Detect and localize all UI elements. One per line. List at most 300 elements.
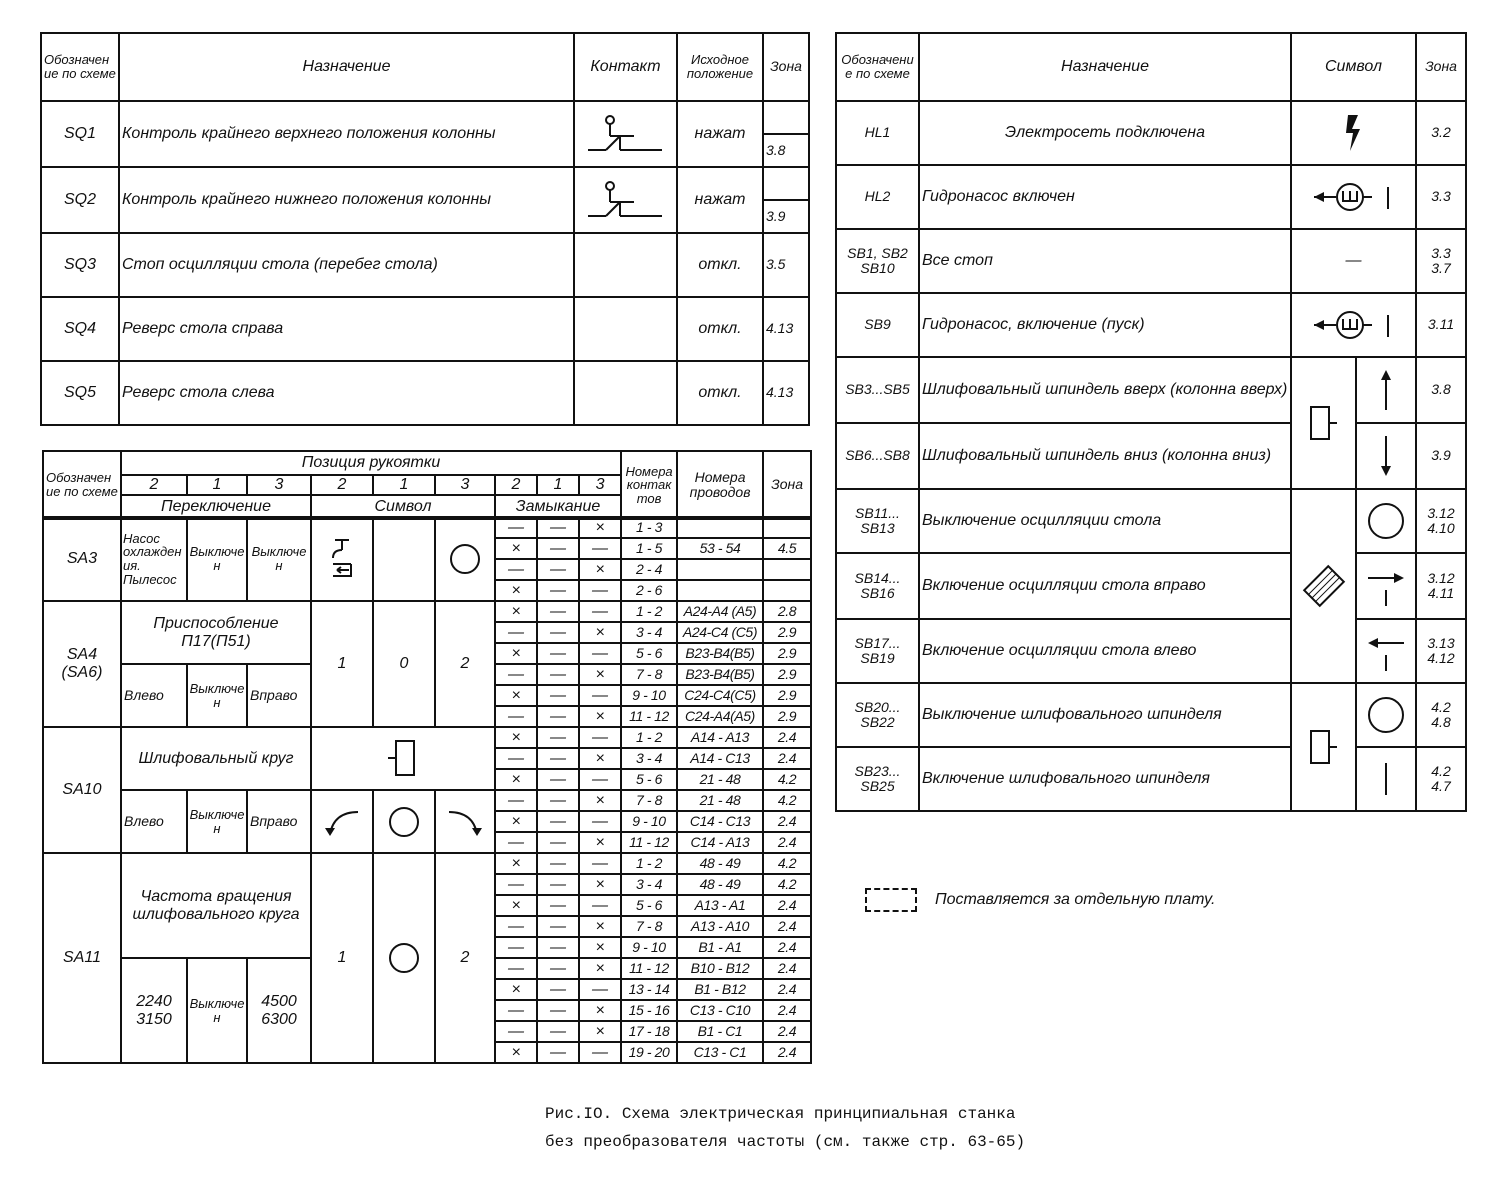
contact-numbers: 11 - 12 bbox=[621, 706, 677, 727]
zone: 2.4 bbox=[763, 1021, 811, 1042]
zone: 3.8 bbox=[1416, 357, 1466, 423]
contact-numbers: 11 - 12 bbox=[621, 832, 677, 853]
table-row bbox=[495, 601, 811, 622]
closing-pos-3: — bbox=[579, 1042, 621, 1063]
designation: SQ2 bbox=[41, 167, 119, 233]
table-row bbox=[41, 101, 809, 134]
initial-state: нажат bbox=[677, 167, 763, 233]
table-row bbox=[495, 1000, 811, 1021]
zone: 4.2 bbox=[763, 769, 811, 790]
closing-pos-1: — bbox=[537, 601, 579, 622]
closing-pos-3: — bbox=[579, 727, 621, 748]
zone: 2.9 bbox=[763, 622, 811, 643]
wire-numbers: C14 - C13 bbox=[677, 811, 763, 832]
zone: 4.2 bbox=[763, 790, 811, 811]
contact-numbers: 5 - 6 bbox=[621, 643, 677, 664]
zone: 3.13 4.12 bbox=[1416, 619, 1466, 683]
table-row bbox=[495, 790, 811, 811]
arrow-left-icon bbox=[1356, 619, 1416, 683]
contact-numbers: 1 - 2 bbox=[621, 601, 677, 622]
zone: 2.9 bbox=[763, 664, 811, 685]
closing-pos-3: × bbox=[579, 874, 621, 895]
position-label: 1 bbox=[537, 475, 579, 495]
wire-numbers: A24-C4 (C5) bbox=[677, 622, 763, 643]
switch-position-2: Влево bbox=[121, 664, 187, 727]
table-row bbox=[836, 747, 1466, 811]
wire-numbers: A13 - A10 bbox=[677, 916, 763, 937]
closing-pos-2: × bbox=[495, 769, 537, 790]
initial-state: откл. bbox=[677, 233, 763, 297]
designation: SA3 bbox=[43, 517, 121, 601]
contact-numbers: 19 - 20 bbox=[621, 1042, 677, 1063]
col-header-handle-position: Позиция рукоятки bbox=[121, 451, 621, 475]
position-label: 3 bbox=[435, 475, 495, 495]
closing-pos-2: — bbox=[495, 874, 537, 895]
zone: 3.9 bbox=[763, 200, 809, 233]
initial-state: откл. bbox=[677, 361, 763, 425]
closing-pos-3: — bbox=[579, 643, 621, 664]
table-row bbox=[495, 916, 811, 937]
closing-pos-1: — bbox=[537, 1042, 579, 1063]
arrow-right-icon bbox=[1356, 553, 1416, 619]
contact-numbers: 7 - 8 bbox=[621, 664, 677, 685]
designation: SB3...SB5 bbox=[836, 357, 919, 423]
col-header-designation: Обозначение по схеме bbox=[41, 33, 119, 101]
closing-pos-3: — bbox=[579, 538, 621, 559]
designation: SB20... SB22 bbox=[836, 683, 919, 747]
contact-numbers: 9 - 10 bbox=[621, 811, 677, 832]
col-header-initial-state: Исходное положение bbox=[677, 33, 763, 101]
sa-table-groups bbox=[42, 516, 496, 1064]
zone: 2.9 bbox=[763, 643, 811, 664]
arrow-up-icon bbox=[1356, 357, 1416, 423]
closing-pos-2: × bbox=[495, 538, 537, 559]
closing-pos-3: × bbox=[579, 706, 621, 727]
zone: 3.12 4.10 bbox=[1416, 489, 1466, 553]
circle-icon bbox=[435, 517, 495, 601]
designation: SB14... SB16 bbox=[836, 553, 919, 619]
zone: 3.12 4.11 bbox=[1416, 553, 1466, 619]
switch-position-2: 2240 3150 bbox=[121, 958, 187, 1063]
zone: 4.2 4.7 bbox=[1416, 747, 1466, 811]
closing-pos-3: × bbox=[579, 559, 621, 580]
closing-pos-1: — bbox=[537, 916, 579, 937]
zone: 4.13 bbox=[763, 297, 809, 361]
closing-pos-3: × bbox=[579, 517, 621, 538]
zone: 2.4 bbox=[763, 748, 811, 769]
contact-numbers: 2 - 4 bbox=[621, 559, 677, 580]
closing-pos-2: — bbox=[495, 958, 537, 979]
designation: SQ1 bbox=[41, 101, 119, 167]
table-row bbox=[495, 1021, 811, 1042]
zone: 2.4 bbox=[763, 1000, 811, 1021]
closing-pos-2: — bbox=[495, 706, 537, 727]
closing-pos-1: — bbox=[537, 853, 579, 874]
wire-numbers: 53 - 54 bbox=[677, 538, 763, 559]
zone bbox=[763, 559, 811, 580]
contact-numbers: 1 - 2 bbox=[621, 853, 677, 874]
table-row bbox=[495, 811, 811, 832]
closing-pos-1: — bbox=[537, 559, 579, 580]
table-row bbox=[495, 937, 811, 958]
closing-pos-3: — bbox=[579, 979, 621, 1000]
zone: 2.4 bbox=[763, 916, 811, 937]
closing-pos-2: — bbox=[495, 937, 537, 958]
group-title: Приспособление П17(П51) bbox=[121, 601, 311, 664]
closing-pos-2: × bbox=[495, 727, 537, 748]
limit-switch-icon bbox=[574, 101, 677, 167]
closing-pos-2: — bbox=[495, 916, 537, 937]
zone bbox=[763, 580, 811, 601]
caption-line-1: Рис.IO. Схема электрическая принципиальная станка bbox=[545, 1105, 1016, 1123]
designation: SB1, SB2 SB10 bbox=[836, 229, 919, 293]
closing-pos-1: — bbox=[537, 895, 579, 916]
position-label: 1 bbox=[187, 475, 247, 495]
closing-pos-2: × bbox=[495, 601, 537, 622]
col-header-closing: Замыкание bbox=[495, 495, 621, 519]
wire-numbers: B1 - C1 bbox=[677, 1021, 763, 1042]
col-header-zone: Зона bbox=[763, 33, 809, 101]
closing-pos-2: × bbox=[495, 979, 537, 1000]
group-title: Шлифовальный круг bbox=[121, 727, 311, 790]
contact-numbers: 3 - 4 bbox=[621, 622, 677, 643]
closing-pos-3: — bbox=[579, 895, 621, 916]
zone: 2.4 bbox=[763, 979, 811, 1000]
table-row bbox=[495, 1042, 811, 1063]
hatched-pushbutton-icon bbox=[1291, 489, 1356, 683]
purpose: Реверс стола справа bbox=[119, 297, 574, 361]
closing-pos-3: × bbox=[579, 1000, 621, 1021]
circle-icon bbox=[373, 853, 435, 1063]
closing-pos-1: — bbox=[537, 580, 579, 601]
zone bbox=[763, 517, 811, 538]
closing-pos-2: × bbox=[495, 643, 537, 664]
closing-pos-2: × bbox=[495, 853, 537, 874]
wire-numbers: 21 - 48 bbox=[677, 769, 763, 790]
closing-pos-2: — bbox=[495, 1021, 537, 1042]
zone: 2.4 bbox=[763, 832, 811, 853]
contact bbox=[574, 233, 677, 297]
zone: 3.11 bbox=[1416, 293, 1466, 357]
zone-empty bbox=[763, 101, 809, 134]
zone: 2.4 bbox=[763, 958, 811, 979]
closing-pos-3: × bbox=[579, 958, 621, 979]
closing-pos-3: × bbox=[579, 664, 621, 685]
zone: 3.5 bbox=[763, 233, 809, 297]
col-header-zone: Зона bbox=[1416, 33, 1466, 101]
pushbutton-box-icon bbox=[311, 727, 495, 790]
table-row bbox=[41, 297, 809, 361]
switch-position-2: Насос охлаждения. Пылесос bbox=[121, 517, 187, 601]
wire-numbers: 48 - 49 bbox=[677, 874, 763, 895]
col-header-wires: Номера проводов bbox=[677, 451, 763, 519]
closing-pos-2: × bbox=[495, 811, 537, 832]
closing-pos-1: — bbox=[537, 958, 579, 979]
sq-table bbox=[40, 32, 810, 426]
contact-numbers: 17 - 18 bbox=[621, 1021, 677, 1042]
closing-pos-1: — bbox=[537, 622, 579, 643]
closing-pos-2: — bbox=[495, 832, 537, 853]
sa-contacts-table bbox=[494, 516, 812, 1064]
caption-line-2: без преобразователя частоты (см. также стр. 63-65) bbox=[545, 1133, 1026, 1151]
table-row bbox=[495, 895, 811, 916]
purpose: Включение осцилляции стола влево bbox=[919, 619, 1291, 683]
designation: HL2 bbox=[836, 165, 919, 229]
position-label: 2 bbox=[311, 475, 373, 495]
closing-pos-3: — bbox=[579, 853, 621, 874]
purpose: Электросеть подключена bbox=[919, 101, 1291, 165]
table-row bbox=[495, 832, 811, 853]
symbol-empty bbox=[373, 517, 435, 601]
arrow-down-icon bbox=[1356, 423, 1416, 489]
contact-numbers: 11 - 12 bbox=[621, 958, 677, 979]
table-row bbox=[836, 229, 1466, 293]
table-row bbox=[836, 423, 1466, 489]
col-header-designation: Обозначение по схеме bbox=[836, 33, 919, 101]
wire-numbers: A13 - A1 bbox=[677, 895, 763, 916]
col-header-zone: Зона bbox=[763, 451, 811, 519]
table-row bbox=[836, 553, 1466, 619]
closing-pos-1: — bbox=[537, 664, 579, 685]
bar-icon bbox=[1356, 747, 1416, 811]
zone: 4.13 bbox=[763, 361, 809, 425]
contact-numbers: 7 - 8 bbox=[621, 790, 677, 811]
closing-pos-1: — bbox=[537, 1021, 579, 1042]
col-header-purpose: Назначение bbox=[919, 33, 1291, 101]
wire-numbers bbox=[677, 580, 763, 601]
symbol-position-1: 0 bbox=[373, 601, 435, 727]
closing-pos-1: — bbox=[537, 979, 579, 1000]
zone: 4.2 bbox=[763, 874, 811, 895]
purpose: Включение шлифовального шпинделя bbox=[919, 747, 1291, 811]
purpose: Контроль крайнего верхнего положения колонны bbox=[119, 101, 574, 167]
symbol-position-3: 2 bbox=[435, 853, 495, 1063]
closing-pos-3: × bbox=[579, 832, 621, 853]
switch-position-3: Выключен bbox=[247, 517, 311, 601]
tap-switch-icon bbox=[311, 517, 373, 601]
designation: SB23... SB25 bbox=[836, 747, 919, 811]
table-row bbox=[495, 853, 811, 874]
purpose: Шлифовальный шпиндель вверх (колонна вверх) bbox=[919, 357, 1291, 423]
zone-empty bbox=[763, 167, 809, 200]
closing-pos-3: — bbox=[579, 685, 621, 706]
col-header-contact: Контакт bbox=[574, 33, 677, 101]
wire-numbers: B23-B4(B5) bbox=[677, 664, 763, 685]
closing-pos-2: × bbox=[495, 1042, 537, 1063]
col-header-designation: Обозначение по схеме bbox=[43, 451, 121, 519]
wire-numbers: C14 - A13 bbox=[677, 832, 763, 853]
table-row bbox=[495, 748, 811, 769]
zone: 3.8 bbox=[763, 134, 809, 167]
closing-pos-2: — bbox=[495, 1000, 537, 1021]
purpose: Выключение осцилляции стола bbox=[919, 489, 1291, 553]
table-row bbox=[495, 958, 811, 979]
wire-numbers: C24-A4(A5) bbox=[677, 706, 763, 727]
zone: 2.4 bbox=[763, 1042, 811, 1063]
table-row bbox=[836, 101, 1466, 165]
contact-numbers: 15 - 16 bbox=[621, 1000, 677, 1021]
designation: SA10 bbox=[43, 727, 121, 853]
contact-numbers: 2 - 6 bbox=[621, 580, 677, 601]
group-title: Частота вращения шлифовального круга bbox=[121, 853, 311, 958]
purpose: Все стоп bbox=[919, 229, 1291, 293]
zone: 2.4 bbox=[763, 937, 811, 958]
closing-pos-1: — bbox=[537, 706, 579, 727]
closing-pos-1: — bbox=[537, 643, 579, 664]
wire-numbers: B23-B4(B5) bbox=[677, 643, 763, 664]
col-header-switching: Переключение bbox=[121, 495, 311, 519]
switch-position-1: Выключен bbox=[187, 664, 247, 727]
designation: SQ5 bbox=[41, 361, 119, 425]
closing-pos-2: — bbox=[495, 790, 537, 811]
zone: 3.2 bbox=[1416, 101, 1466, 165]
zone: 2.4 bbox=[763, 811, 811, 832]
closing-pos-3: — bbox=[579, 811, 621, 832]
closing-pos-3: × bbox=[579, 790, 621, 811]
initial-state: нажат bbox=[677, 101, 763, 167]
table-row bbox=[495, 874, 811, 895]
table-row bbox=[836, 357, 1466, 423]
wire-numbers: A14 - C13 bbox=[677, 748, 763, 769]
table-row bbox=[41, 167, 809, 200]
table-row bbox=[495, 643, 811, 664]
wire-numbers: B1 - A1 bbox=[677, 937, 763, 958]
table-row bbox=[495, 685, 811, 706]
zone: 2.4 bbox=[763, 727, 811, 748]
circle-icon bbox=[1356, 489, 1416, 553]
closing-pos-2: × bbox=[495, 895, 537, 916]
symbol-position-3: 2 bbox=[435, 601, 495, 727]
figure-caption bbox=[545, 1100, 1025, 1156]
contact-numbers: 5 - 6 bbox=[621, 895, 677, 916]
contact-numbers: 1 - 5 bbox=[621, 538, 677, 559]
purpose: Выключение шлифовального шпинделя bbox=[919, 683, 1291, 747]
pushbutton-box-icon bbox=[1291, 357, 1356, 489]
designation: SQ4 bbox=[41, 297, 119, 361]
wire-numbers: C13 - C1 bbox=[677, 1042, 763, 1063]
contact-numbers: 3 - 4 bbox=[621, 748, 677, 769]
closing-pos-3: × bbox=[579, 748, 621, 769]
zone: 2.4 bbox=[763, 895, 811, 916]
position-label: 2 bbox=[495, 475, 537, 495]
wire-numbers: B10 - B12 bbox=[677, 958, 763, 979]
designation: SA11 bbox=[43, 853, 121, 1063]
purpose: Стоп осцилляции стола (перебег стола) bbox=[119, 233, 574, 297]
closing-pos-2: — bbox=[495, 748, 537, 769]
hl-sb-table bbox=[835, 32, 1467, 812]
zone: 3.3 bbox=[1416, 165, 1466, 229]
col-header-contacts: Номера контактов bbox=[621, 451, 677, 519]
closing-pos-3: × bbox=[579, 937, 621, 958]
switch-position-2: Влево bbox=[121, 790, 187, 853]
pushbutton-box-icon bbox=[1291, 683, 1356, 811]
table-row bbox=[495, 559, 811, 580]
contact-numbers: 1 - 2 bbox=[621, 727, 677, 748]
table-row bbox=[495, 706, 811, 727]
table-row bbox=[836, 683, 1466, 747]
contact-numbers: 3 - 4 bbox=[621, 874, 677, 895]
closing-pos-3: × bbox=[579, 916, 621, 937]
closing-pos-3: × bbox=[579, 622, 621, 643]
contact-numbers: 1 - 3 bbox=[621, 517, 677, 538]
purpose: Шлифовальный шпиндель вниз (колонна вниз) bbox=[919, 423, 1291, 489]
col-header-symbol: Символ bbox=[1291, 33, 1416, 101]
switch-position-3: Вправо bbox=[247, 790, 311, 853]
circle-icon bbox=[1356, 683, 1416, 747]
table-row bbox=[41, 361, 809, 425]
zone: 2.8 bbox=[763, 601, 811, 622]
purpose: Контроль крайнего нижнего положения колонны bbox=[119, 167, 574, 233]
hydraulic-pump-icon bbox=[1291, 293, 1416, 357]
closing-pos-1: — bbox=[537, 811, 579, 832]
zone: 4.5 bbox=[763, 538, 811, 559]
closing-pos-3: — bbox=[579, 580, 621, 601]
designation: SB11... SB13 bbox=[836, 489, 919, 553]
table-row bbox=[495, 580, 811, 601]
designation: HL1 bbox=[836, 101, 919, 165]
lightning-icon bbox=[1291, 101, 1416, 165]
sa-table-header bbox=[42, 450, 812, 520]
closing-pos-1: — bbox=[537, 685, 579, 706]
designation: SB17... SB19 bbox=[836, 619, 919, 683]
purpose: Реверс стола слева bbox=[119, 361, 574, 425]
table-row bbox=[836, 293, 1466, 357]
closing-pos-3: — bbox=[579, 769, 621, 790]
sq-header-row bbox=[41, 33, 809, 101]
contact-numbers: 9 - 10 bbox=[621, 937, 677, 958]
col-header-purpose: Назначение bbox=[119, 33, 574, 101]
wire-numbers: C24-C4(C5) bbox=[677, 685, 763, 706]
closing-pos-3: × bbox=[579, 1021, 621, 1042]
closing-pos-1: — bbox=[537, 517, 579, 538]
designation: SB9 bbox=[836, 293, 919, 357]
switch-position-1: Выключен bbox=[187, 517, 247, 601]
designation: SA4 (SA6) bbox=[43, 601, 121, 727]
wire-numbers: A14 - A13 bbox=[677, 727, 763, 748]
designation: SB6...SB8 bbox=[836, 423, 919, 489]
position-label: 1 bbox=[373, 475, 435, 495]
limit-switch-icon bbox=[574, 167, 677, 233]
legend-text: Поставляется за отдельную плату. bbox=[935, 891, 1216, 908]
closing-pos-1: — bbox=[537, 832, 579, 853]
table-row bbox=[41, 233, 809, 297]
contact-numbers: 7 - 8 bbox=[621, 916, 677, 937]
wire-numbers bbox=[677, 559, 763, 580]
dashed-box-icon bbox=[865, 888, 917, 912]
closing-pos-2: — bbox=[495, 559, 537, 580]
contact-numbers: 13 - 14 bbox=[621, 979, 677, 1000]
contact-numbers: 9 - 10 bbox=[621, 685, 677, 706]
table-row bbox=[495, 664, 811, 685]
wire-numbers: C13 - C10 bbox=[677, 1000, 763, 1021]
dash-symbol: — bbox=[1291, 229, 1416, 293]
legend bbox=[865, 888, 1215, 912]
closing-pos-2: — bbox=[495, 517, 537, 538]
closing-pos-1: — bbox=[537, 538, 579, 559]
contact bbox=[574, 361, 677, 425]
wire-numbers: A24-A4 (A5) bbox=[677, 601, 763, 622]
curved-arrow-right-icon bbox=[435, 790, 495, 853]
closing-pos-2: — bbox=[495, 622, 537, 643]
purpose: Включение осцилляции стола вправо bbox=[919, 553, 1291, 619]
curved-arrow-left-icon bbox=[311, 790, 373, 853]
closing-pos-2: — bbox=[495, 664, 537, 685]
symbol-position-2: 1 bbox=[311, 601, 373, 727]
switch-position-1: Выключен bbox=[187, 958, 247, 1063]
zone: 3.9 bbox=[1416, 423, 1466, 489]
position-label: 3 bbox=[579, 475, 621, 495]
closing-pos-1: — bbox=[537, 874, 579, 895]
